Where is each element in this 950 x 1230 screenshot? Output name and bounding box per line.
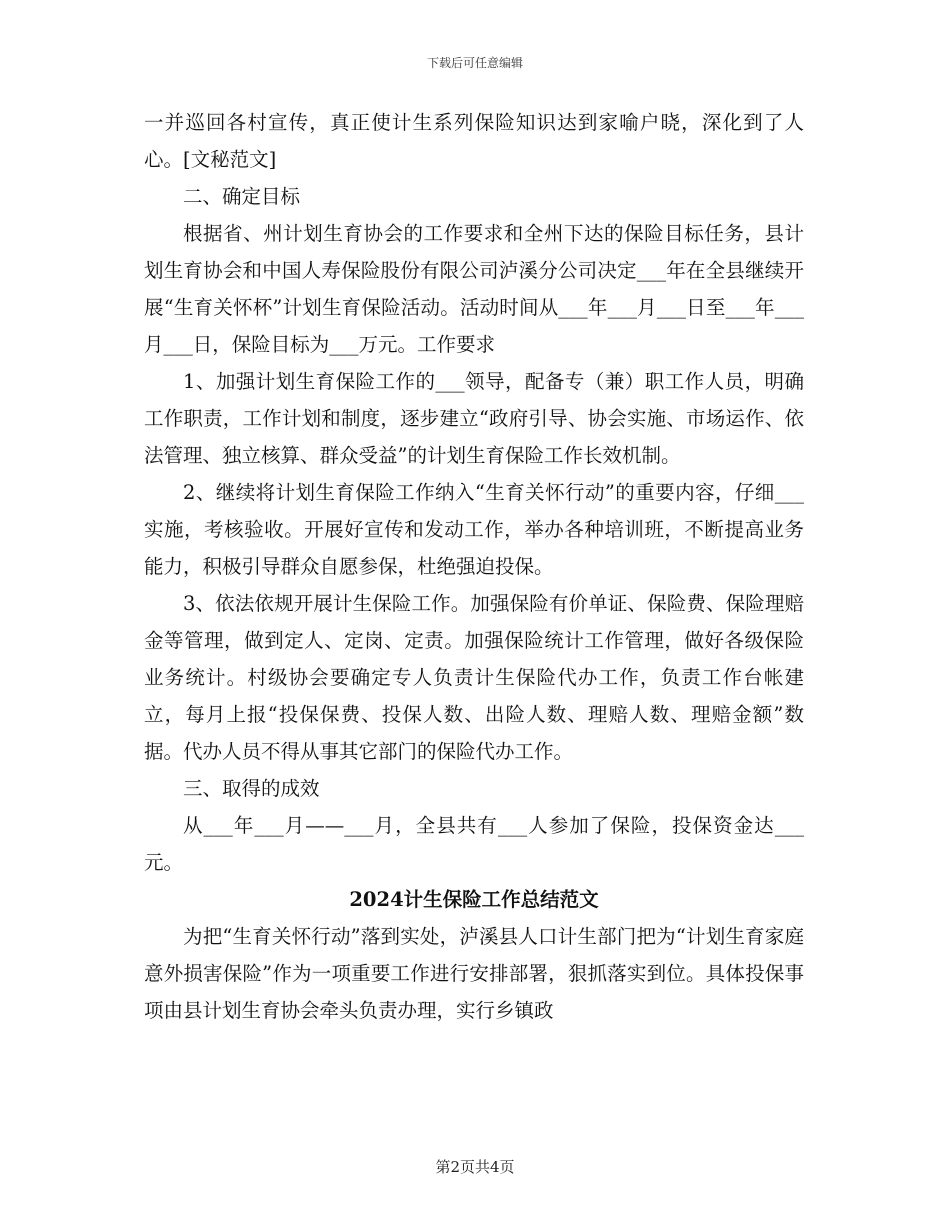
paragraph-requirement-3: 3、依法依规开展计生保险工作。加强保险有价单证、保险费、保险理赔金等管理，做到定人、定岗、定责。加强保险统计工作管理，做好各级保险业务统计。村级协会要确定专人负责计生保险代办工作，负责工作台帐建立，每月上报“投保保费、投保人数、出险人数、理赔人数、理赔金额”数据。代办人员不得从事其它部门的保险代办工作。 [144,592,804,763]
page-header-note: 下载后可任意编辑 [426,56,523,70]
paragraph-summary-intro: 为把“生育关怀行动”落到实处，泸溪县人口计生部门把为“计划生育家庭意外损害保险”作为一项重要工作进行安排部署，狠抓落实到位。具体投保事项由县计划生育协会牵头负责办理，实行乡镇政 [144,925,804,1022]
section-title: 2024计生保险工作总结范文 [349,888,599,911]
document-body [144,104,804,1029]
heading-determine-goals: 二、确定目标 [183,185,301,208]
paragraph-requirement-1: 1、加强计划生育保险工作的___领导，配备专（兼）职工作人员，明确工作职责，工作计划和制度，逐步建立“政府引导、协会实施、市场运作、依法管理、独立核算、群众受益”的计划生育保险工作长效机制。 [144,370,804,467]
paragraph-continuation: 一并巡回各村宣传，真正使计生系列保险知识达到家喻户晓，深化到了人心。[文秘范文] [144,111,804,171]
page-number: 第2页共4页 [435,1158,515,1176]
paragraph-requirement-2: 2、继续将计划生育保险工作纳入“生育关怀行动”的重要内容，仔细___实施，考核验收。开展好宣传和发动工作，举办各种培训班，不断提高业务能力，积极引导群众自愿参保，杜绝强迫投保。 [144,481,804,578]
heading-achievements: 三、取得的成效 [183,777,320,800]
paragraph-achievements: 从___年___月——___月，全县共有___人参加了保险，投保资金达___元。 [144,814,804,874]
paragraph-goals: 根据省、州计划生育协会的工作要求和全州下达的保险目标任务，县计划生育协会和中国人寿保险股份有限公司泸溪分公司决定___年在全县继续开展“生育关怀杯”计划生育保险活动。活动时间从___年___月___日至___年___月___日，保险目标为___万元。工作要求 [144,222,804,356]
